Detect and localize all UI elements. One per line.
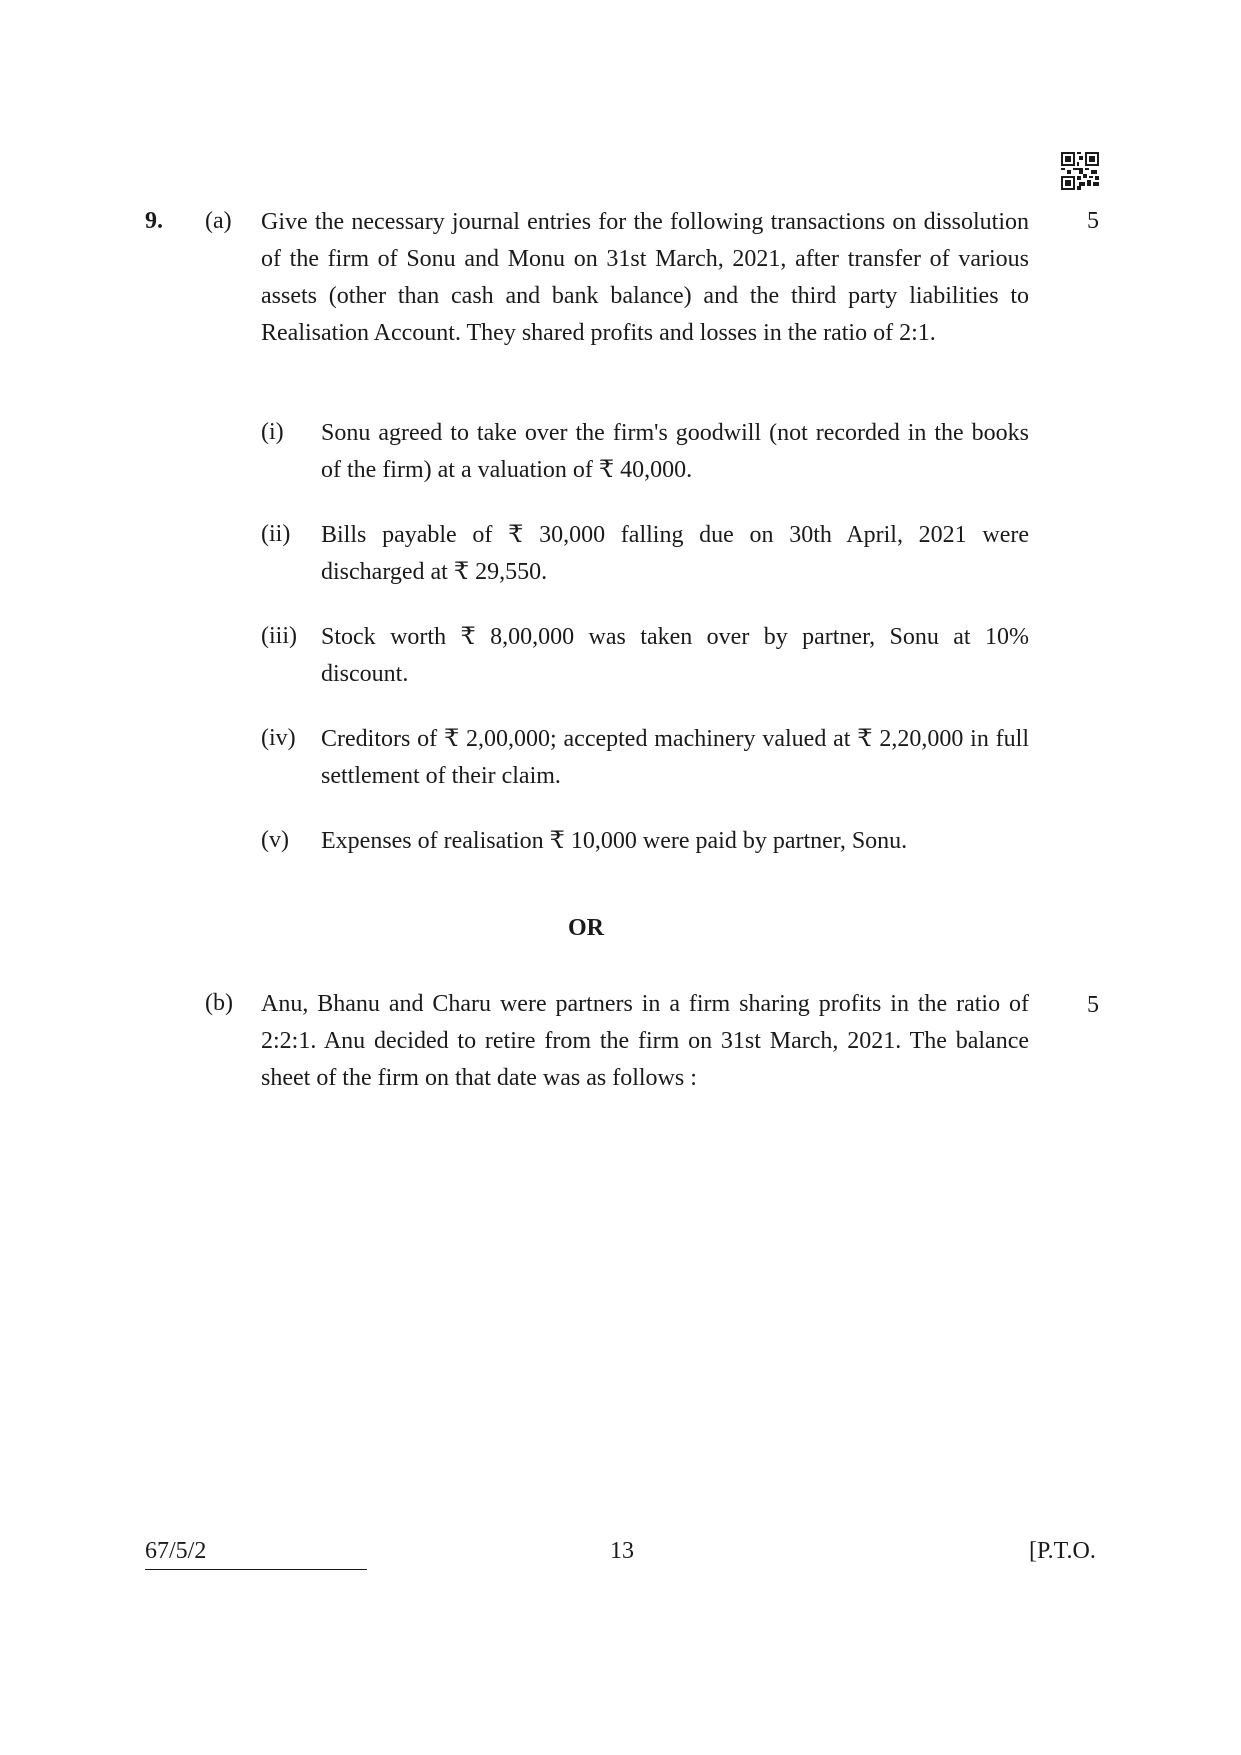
- paper-code-underline: [145, 1569, 367, 1570]
- item-label: (iv): [261, 725, 296, 751]
- item-text: Creditors of ₹ 2,00,000; accepted machinery valued at ₹ 2,20,000 in full settlement of their claim.: [321, 726, 1029, 789]
- part-a-label: (a): [205, 208, 232, 234]
- item-text: Expenses of realisation ₹ 10,000 were paid by partner, Sonu.: [321, 828, 908, 854]
- item-label: (i): [261, 419, 284, 445]
- item-text: Stock worth ₹ 8,00,000 was taken over by partner, Sonu at 10% discount.: [321, 624, 1029, 687]
- item-text: Sonu agreed to take over the firm's goodwill (not recorded in the books of the firm) at a valuation of ₹ 40,000.: [321, 420, 1029, 483]
- qr-code-icon: [1061, 152, 1099, 190]
- part-b-marks: 5: [1087, 992, 1099, 1018]
- pto-marker: [P.T.O.: [1029, 1538, 1096, 1564]
- part-b-text: Anu, Bhanu and Charu were partners in a firm sharing profits in the ratio of 2:2:1. Anu decided to retire from the firm on 31st March, 2021. The balance sheet of the firm on that date was as follows :: [261, 991, 1029, 1091]
- question-number: 9.: [145, 208, 163, 234]
- item-label: (ii): [261, 521, 291, 547]
- part-a-intro: Give the necessary journal entries for the following transactions on dissolution of the firm of Sonu and Monu on 31st March, 2021, after transfer of various assets (other than cash and bank balance) and the third party liabilities to Realisation Account. They shared profits and losses in the ratio of 2:1.: [261, 209, 1029, 346]
- paper-code: 67/5/2: [145, 1538, 207, 1564]
- item-text: Bills payable of ₹ 30,000 falling due on 30th April, 2021 were discharged at ₹ 29,550.: [321, 522, 1029, 585]
- item-label: (v): [261, 827, 289, 853]
- part-b-label: (b): [205, 990, 233, 1016]
- item-label: (iii): [261, 623, 297, 649]
- page-number: 13: [610, 1538, 634, 1564]
- or-separator: OR: [568, 915, 604, 941]
- part-a-marks: 5: [1087, 208, 1099, 234]
